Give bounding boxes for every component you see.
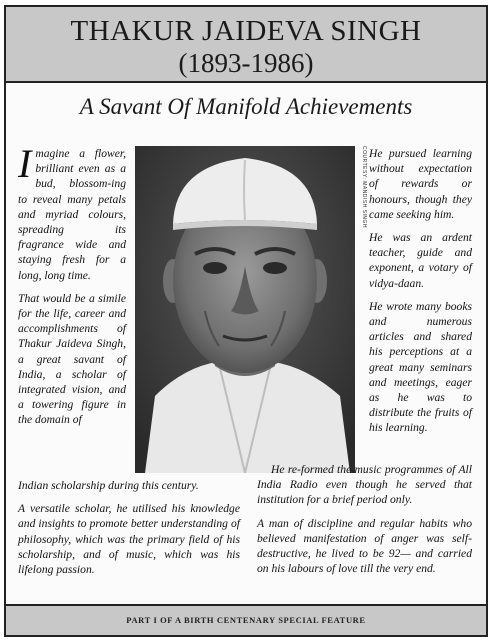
left-paragraph-1: magine a flower, brilliant even as a bud, blossom-ing to reveal many petals and myriad colours, spreading its fragrance wide and staying fresh for a long, long time. xyxy=(18,147,126,282)
portrait-photo xyxy=(135,146,355,473)
right-paragraph-2: He was an ardent teacher, guide and exponent, a votary of vidya-daan. xyxy=(369,231,472,290)
bottom-right-column xyxy=(257,462,472,584)
bottom-left-paragraph-1: Indian scholarship during this century. xyxy=(18,479,199,492)
left-column xyxy=(18,141,126,436)
life-years: (1893-1986) xyxy=(178,48,314,78)
article-subtitle: A Savant Of Manifold Achievements xyxy=(79,94,413,119)
title-banner xyxy=(4,5,488,83)
bottom-left-paragraph-2: A versatile scholar, he utilised his knowledge and insights to promote better understanding of philosophy, which was the primary field of his scholarship, and of music, which was his lifelong passion. xyxy=(18,502,240,577)
right-paragraph-1: He pursued learning without expectation of rewards or honours, though they came seeking him. xyxy=(369,147,472,221)
bottom-right-paragraph-1: He re-formed the music programmes of All India Radio even though he served that institution for a brief period only. xyxy=(257,463,472,507)
photo-credit: COURTESY: MANDISH SINGH xyxy=(361,146,367,228)
portrait-illustration xyxy=(135,146,355,473)
bottom-right-paragraph-2: A man of discipline and regular habits who believed manifestation of anger was self-destructive, he lived to be 92— and carried on his labours of love till the very end. xyxy=(257,516,472,576)
right-column xyxy=(369,146,472,444)
feature-footer: PART I OF A BIRTH CENTENARY SPECIAL FEATURE xyxy=(4,604,488,637)
left-paragraph-2: That would be a simile for the life, career and accomplishments of Thakur Jaideva Singh, a great savant of India, a scholar of integrated vision, and a towering figure in the domain of xyxy=(18,291,126,427)
drop-cap: I xyxy=(18,141,32,186)
right-paragraph-3: He wrote many books and numerous articles and shared his perceptions at a great many seminars and meetings, eager as he was to distribute the fruits of his learning. xyxy=(369,299,472,435)
article-title: THAKUR JAIDEVA SINGH xyxy=(70,15,422,47)
bottom-left-column xyxy=(18,478,240,585)
